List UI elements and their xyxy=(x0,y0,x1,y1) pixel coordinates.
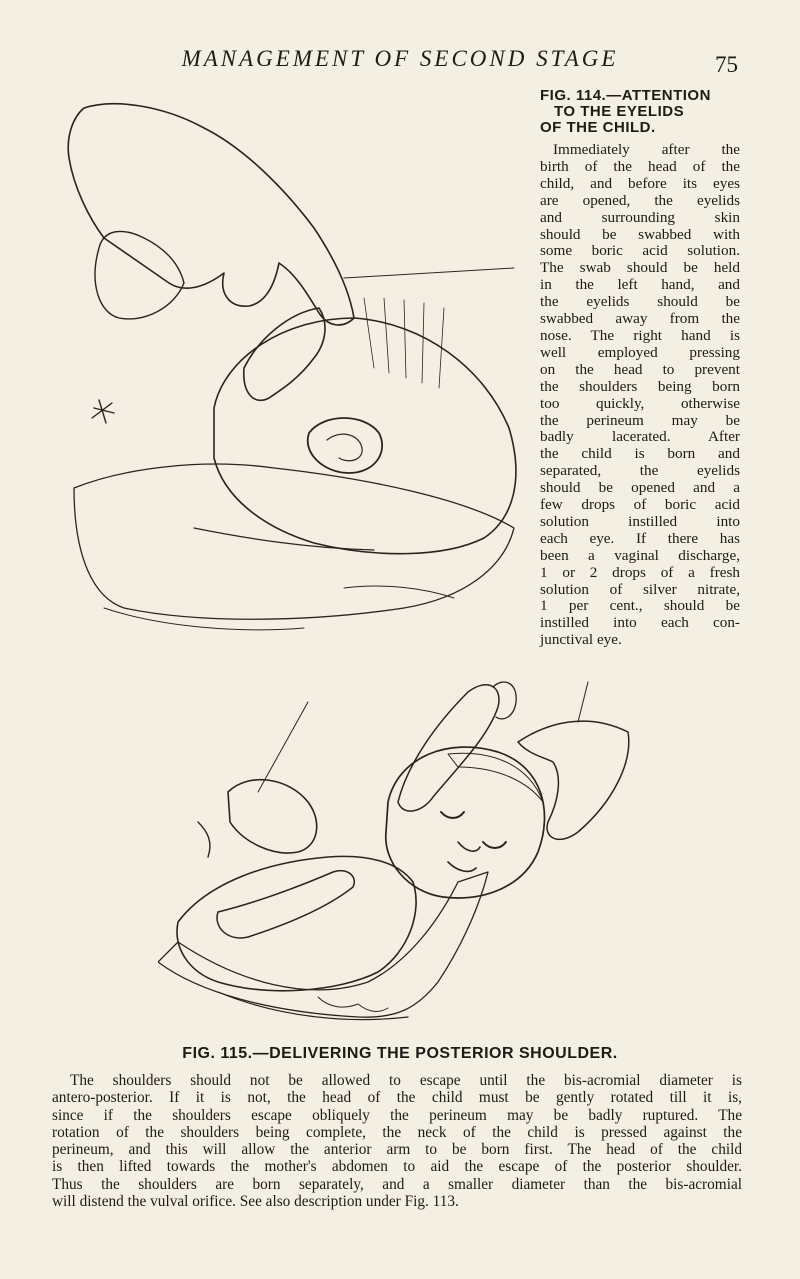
infant-head xyxy=(214,318,516,554)
text-line: on the head to prevent xyxy=(540,360,740,378)
page-number: 75 xyxy=(715,52,738,77)
gloved-hand xyxy=(68,104,354,325)
fig-114-caption xyxy=(540,88,740,136)
text-line: antero-posterior. If it is not, the head of the child must be gently rotated till it is, xyxy=(52,1089,742,1107)
text-line: 1 per cent., should be xyxy=(540,597,740,615)
body-paragraph xyxy=(52,1072,742,1210)
text-line: are opened, the eyelids xyxy=(540,191,740,209)
text-line: well employed pressing xyxy=(540,343,740,361)
text-line: perineum, and this will allow the anterior arm to be born first. The head of the child xyxy=(52,1141,742,1159)
pelvis-bone xyxy=(228,780,317,853)
fig-114-caption-line: FIG. 114.—ATTENTION xyxy=(540,87,711,104)
text-line: and surrounding skin xyxy=(540,208,740,226)
text-line: few drops of boric acid xyxy=(540,496,740,514)
infant-eye xyxy=(483,842,506,848)
text-line: should be opened and a xyxy=(540,479,740,497)
text-line: child, and before its eyes xyxy=(540,174,740,192)
text-line: junctival eye. xyxy=(540,631,622,649)
infant-body xyxy=(177,856,416,990)
fig-115-illustration xyxy=(158,662,638,1042)
fig-114-description xyxy=(540,142,740,649)
text-line: the perineum may be xyxy=(540,411,740,429)
text-line: the child is born and xyxy=(540,445,740,463)
text-line: the eyelids should be xyxy=(540,293,740,311)
fig-114-caption-line: OF THE CHILD. xyxy=(540,119,656,136)
text-line: some boric acid solution. xyxy=(540,242,740,260)
text-line: birth of the head of the xyxy=(540,157,740,175)
text-line: each eye. If there has xyxy=(540,529,740,547)
text-line: been a vaginal discharge, xyxy=(540,546,740,564)
running-head xyxy=(0,40,800,80)
text-line: badly lacerated. After xyxy=(540,428,740,446)
infant-eye xyxy=(441,812,464,818)
text-line: 1 or 2 drops of a fresh xyxy=(540,563,740,581)
fig-114-caption-line: TO THE EYELIDS xyxy=(554,103,685,120)
text-line: Immediately after the xyxy=(553,141,740,158)
text-line: The shoulders should not be allowed to escape until the bis-acromial diameter is xyxy=(70,1072,742,1089)
text-line: is then lifted towards the mother's abdomen to aid the escape of the posterior shoulder. xyxy=(52,1158,742,1176)
text-line: too quickly, otherwise xyxy=(540,394,740,412)
text-line: separated, the eyelids xyxy=(540,462,740,480)
text-line: will distend the vulval orifice. See also description under Fig. 113. xyxy=(52,1193,459,1211)
text-line: in the left hand, and xyxy=(540,276,740,294)
gauze-swab xyxy=(95,231,184,319)
fig-115-caption: FIG. 115.—DELIVERING THE POSTERIOR SHOULDER. xyxy=(182,1045,618,1062)
text-line: The swab should be held xyxy=(540,259,740,277)
infant-ear xyxy=(308,418,382,473)
text-line: solution of silver nitrate, xyxy=(540,580,740,598)
running-title: MANAGEMENT OF SECOND STAGE xyxy=(181,46,619,71)
text-line: rotation of the shoulders being complete, the neck of the child is pressed against the xyxy=(52,1123,742,1141)
text-line: nose. The right hand is xyxy=(540,326,740,344)
text-line: since if the shoulders escape obliquely the perineum may be badly ruptured. The xyxy=(52,1106,742,1124)
infant-arm xyxy=(217,871,354,938)
text-line: swabbed away from the xyxy=(540,310,740,328)
text-line: solution instilled into xyxy=(540,512,740,530)
text-line: Thus the shoulders are born separately, and a smaller diameter than the bis-acromial xyxy=(52,1175,742,1193)
fig-114-illustration xyxy=(44,88,544,648)
text-line: should be swabbed with xyxy=(540,225,740,243)
text-line: instilled into each con- xyxy=(540,614,740,632)
text-line: the shoulders being born xyxy=(540,377,740,395)
